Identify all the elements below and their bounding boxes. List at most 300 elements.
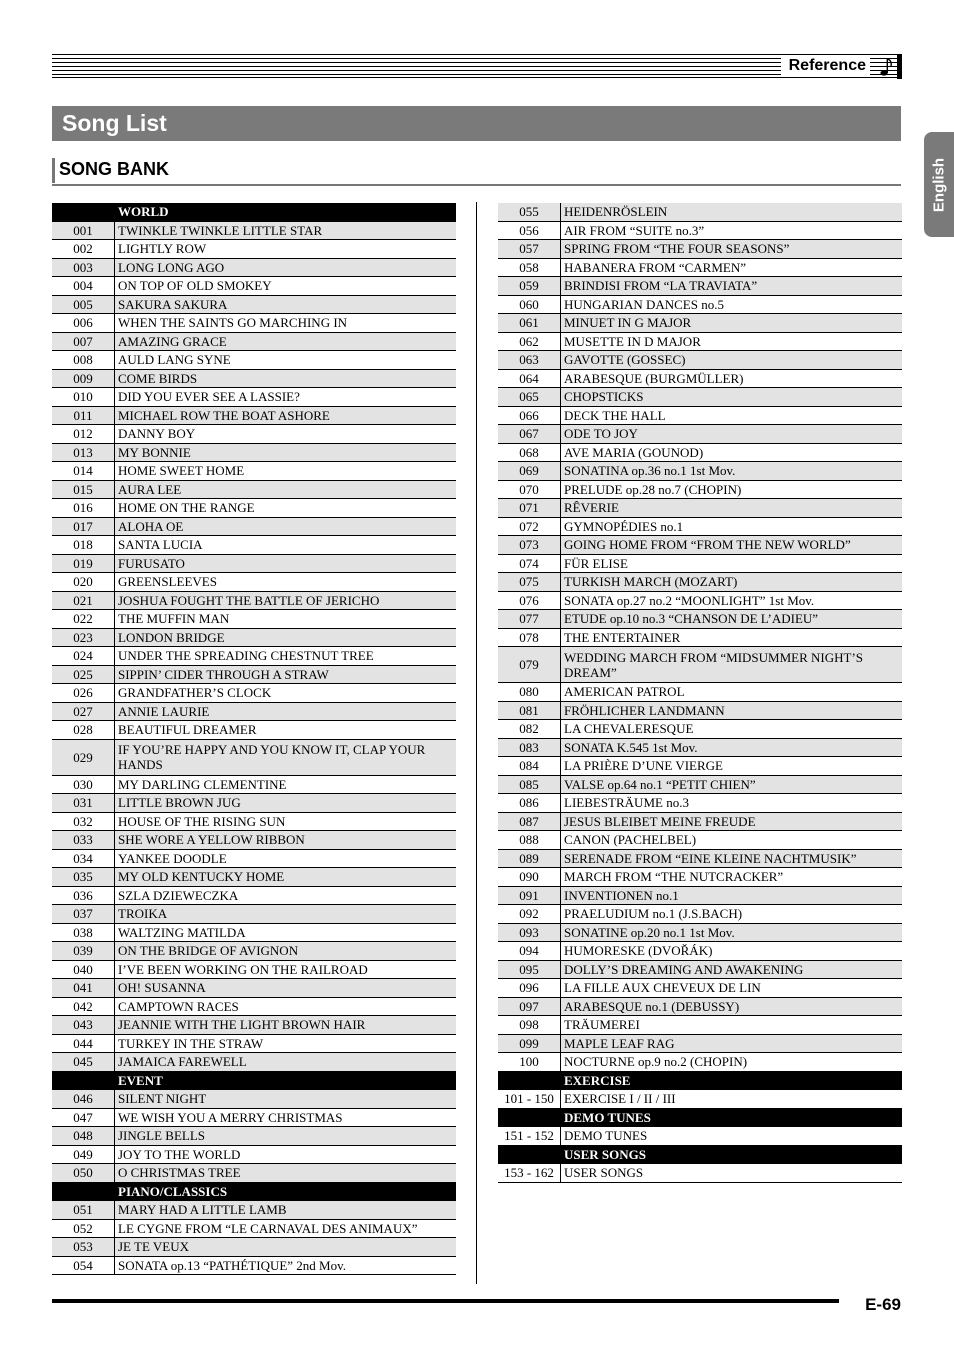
song-number: 029: [52, 739, 115, 775]
song-title: SIPPIN’ CIDER THROUGH A STRAW: [115, 665, 457, 684]
song-number: 034: [52, 849, 115, 868]
song-title: CAMPTOWN RACES: [115, 997, 457, 1016]
category-label: USER SONGS: [561, 1145, 903, 1164]
table-row: [52, 258, 456, 277]
table-row: [498, 573, 902, 592]
song-title: THE MUFFIN MAN: [115, 610, 457, 629]
song-title: YANKEE DOODLE: [115, 849, 457, 868]
song-title: INVENTIONEN no.1: [561, 886, 903, 905]
song-title: MICHAEL ROW THE BOAT ASHORE: [115, 406, 457, 425]
song-number: 045: [52, 1053, 115, 1072]
song-number: 082: [498, 720, 561, 739]
song-number: 068: [498, 443, 561, 462]
song-number: 074: [498, 554, 561, 573]
table-row: [498, 997, 902, 1016]
song-number: 067: [498, 425, 561, 444]
song-title: HABANERA FROM “CARMEN”: [561, 258, 903, 277]
table-row: [52, 388, 456, 407]
song-title: OH! SUSANNA: [115, 979, 457, 998]
song-number: [498, 1108, 561, 1127]
song-number: 033: [52, 831, 115, 850]
song-title: LA PRIÈRE D’UNE VIERGE: [561, 757, 903, 776]
table-row: [52, 923, 456, 942]
table-row: [498, 1016, 902, 1035]
table-row: [498, 277, 902, 296]
table-row: [498, 480, 902, 499]
song-number: 040: [52, 960, 115, 979]
song-number: 007: [52, 332, 115, 351]
page-title-band: [52, 106, 901, 141]
footer-rule: [52, 1299, 839, 1303]
song-number: 064: [498, 369, 561, 388]
song-title: DECK THE HALL: [561, 406, 903, 425]
song-number: 012: [52, 425, 115, 444]
song-title: TURKEY IN THE STRAW: [115, 1034, 457, 1053]
song-number: 096: [498, 979, 561, 998]
song-title: LA CHEVALERESQUE: [561, 720, 903, 739]
song-number: 001: [52, 221, 115, 240]
song-number: 049: [52, 1145, 115, 1164]
category-label: DEMO TUNES: [561, 1108, 903, 1127]
song-title: SONATINE op.20 no.1 1st Mov.: [561, 923, 903, 942]
song-title: MUSETTE IN D MAJOR: [561, 332, 903, 351]
song-title: ALOHA OE: [115, 517, 457, 536]
song-title: NOCTURNE op.9 no.2 (CHOPIN): [561, 1053, 903, 1072]
table-row: [498, 757, 902, 776]
song-number: 027: [52, 702, 115, 721]
song-title: AMERICAN PATROL: [561, 683, 903, 702]
song-number: 097: [498, 997, 561, 1016]
section-title: SONG BANK: [59, 159, 170, 179]
song-number: 053: [52, 1238, 115, 1257]
song-number: 042: [52, 997, 115, 1016]
table-row: [52, 499, 456, 518]
song-number: 069: [498, 462, 561, 481]
section-marker: [52, 158, 55, 183]
song-table-right: [498, 203, 902, 1183]
table-row: [498, 406, 902, 425]
song-number: 078: [498, 628, 561, 647]
song-title: SPRING FROM “THE FOUR SEASONS”: [561, 240, 903, 259]
table-row: [498, 979, 902, 998]
table-row: [498, 647, 902, 683]
song-number: [498, 1145, 561, 1164]
song-number: 044: [52, 1034, 115, 1053]
language-tab: [924, 132, 954, 237]
song-title: GAVOTTE (GOSSEC): [561, 351, 903, 370]
song-title: LITTLE BROWN JUG: [115, 794, 457, 813]
section-heading: [52, 156, 901, 186]
song-title: MINUET IN G MAJOR: [561, 314, 903, 333]
song-number: 057: [498, 240, 561, 259]
song-title: GYMNOPÉDIES no.1: [561, 517, 903, 536]
song-number: 003: [52, 258, 115, 277]
table-row: [52, 1090, 456, 1109]
table-row: [498, 443, 902, 462]
song-title: MARY HAD A LITTLE LAMB: [115, 1201, 457, 1220]
category-row: [498, 1071, 902, 1090]
song-title: HOUSE OF THE RISING SUN: [115, 812, 457, 831]
song-number: 025: [52, 665, 115, 684]
song-title: ON TOP OF OLD SMOKEY: [115, 277, 457, 296]
song-number: 041: [52, 979, 115, 998]
table-row: [52, 905, 456, 924]
song-title: CANON (PACHELBEL): [561, 831, 903, 850]
song-title: MY BONNIE: [115, 443, 457, 462]
song-number: 023: [52, 628, 115, 647]
song-title: CHOPSTICKS: [561, 388, 903, 407]
song-number: 063: [498, 351, 561, 370]
table-row: [498, 738, 902, 757]
song-number: 051: [52, 1201, 115, 1220]
table-row: [52, 942, 456, 961]
song-title: FRÖHLICHER LANDMANN: [561, 701, 903, 720]
table-row: [52, 960, 456, 979]
table-row: [498, 332, 902, 351]
song-title: JOSHUA FOUGHT THE BATTLE OF JERICHO: [115, 591, 457, 610]
song-title: TRÄUMEREI: [561, 1016, 903, 1035]
song-title: JOY TO THE WORLD: [115, 1145, 457, 1164]
song-title: DANNY BOY: [115, 425, 457, 444]
table-row: [52, 443, 456, 462]
song-number: 076: [498, 591, 561, 610]
song-number: 100: [498, 1053, 561, 1072]
song-number: 079: [498, 647, 561, 683]
song-title: MARCH FROM “THE NUTCRACKER”: [561, 868, 903, 887]
song-number: 066: [498, 406, 561, 425]
table-row: [498, 499, 902, 518]
music-note-icon: [880, 57, 894, 77]
song-number: 043: [52, 1016, 115, 1035]
song-number: 036: [52, 886, 115, 905]
song-title: SONATA K.545 1st Mov.: [561, 738, 903, 757]
table-row: [52, 536, 456, 555]
category-row: [52, 203, 456, 221]
song-title: ETUDE op.10 no.3 “CHANSON DE L’ADIEU”: [561, 610, 903, 629]
header-end-bar: [897, 54, 902, 79]
table-row: [498, 812, 902, 831]
song-number: 004: [52, 277, 115, 296]
song-title: ARABESQUE (BURGMÜLLER): [561, 369, 903, 388]
song-number: 071: [498, 499, 561, 518]
song-number: 037: [52, 905, 115, 924]
song-title: USER SONGS: [561, 1164, 903, 1183]
table-row: [498, 591, 902, 610]
song-title: ODE TO JOY: [561, 425, 903, 444]
song-title: UNDER THE SPREADING CHESTNUT TREE: [115, 647, 457, 666]
song-title: WEDDING MARCH FROM “MIDSUMMER NIGHT’S DREAM”: [561, 647, 903, 683]
song-number: 011: [52, 406, 115, 425]
table-row: [52, 849, 456, 868]
category-row: [52, 1071, 456, 1090]
table-row: [52, 1256, 456, 1275]
song-number: 086: [498, 794, 561, 813]
table-row: [498, 923, 902, 942]
song-number: 030: [52, 775, 115, 794]
table-row: [52, 665, 456, 684]
song-number: 081: [498, 701, 561, 720]
song-number: 077: [498, 610, 561, 629]
song-number: 002: [52, 240, 115, 259]
song-number: 046: [52, 1090, 115, 1109]
header-reference-label: Reference: [781, 56, 870, 76]
song-number: 026: [52, 684, 115, 703]
song-number: 089: [498, 849, 561, 868]
table-row: [52, 610, 456, 629]
table-row: [498, 314, 902, 333]
song-number: 013: [52, 443, 115, 462]
song-title: BRINDISI FROM “LA TRAVIATA”: [561, 277, 903, 296]
song-title: AMAZING GRACE: [115, 332, 457, 351]
song-number: 085: [498, 775, 561, 794]
song-title: EXERCISE I / II / III: [561, 1090, 903, 1109]
song-number: 054: [52, 1256, 115, 1275]
table-row: [52, 1016, 456, 1035]
table-row: [498, 1090, 902, 1109]
song-number: 088: [498, 831, 561, 850]
song-title: SONATA op.13 “PATHÉTIQUE” 2nd Mov.: [115, 1256, 457, 1275]
song-number: 017: [52, 517, 115, 536]
category-label: EXERCISE: [561, 1071, 903, 1090]
song-title: LIGHTLY ROW: [115, 240, 457, 259]
table-row: [52, 295, 456, 314]
song-title: LIEBESTRÄUME no.3: [561, 794, 903, 813]
song-number: 005: [52, 295, 115, 314]
song-title: PRELUDE op.28 no.7 (CHOPIN): [561, 480, 903, 499]
song-title: ON THE BRIDGE OF AVIGNON: [115, 942, 457, 961]
song-number: 022: [52, 610, 115, 629]
song-number: 061: [498, 314, 561, 333]
song-number: 092: [498, 905, 561, 924]
table-row: [498, 628, 902, 647]
song-title: HEIDENRÖSLEIN: [561, 203, 903, 221]
song-number: [52, 203, 115, 221]
table-row: [498, 701, 902, 720]
song-title: GREENSLEEVES: [115, 573, 457, 592]
song-title: DID YOU EVER SEE A LASSIE?: [115, 388, 457, 407]
table-row: [498, 1034, 902, 1053]
song-title: SAKURA SAKURA: [115, 295, 457, 314]
table-row: [498, 351, 902, 370]
song-title: AULD LANG SYNE: [115, 351, 457, 370]
song-number: 016: [52, 499, 115, 518]
song-title: TWINKLE TWINKLE LITTLE STAR: [115, 221, 457, 240]
song-title: SHE WORE A YELLOW RIBBON: [115, 831, 457, 850]
table-row: [52, 647, 456, 666]
category-label: EVENT: [115, 1071, 457, 1090]
song-title: SONATINA op.36 no.1 1st Mov.: [561, 462, 903, 481]
song-title: WHEN THE SAINTS GO MARCHING IN: [115, 314, 457, 333]
song-number: 070: [498, 480, 561, 499]
table-row: [52, 1164, 456, 1183]
song-number: 047: [52, 1108, 115, 1127]
song-number: 055: [498, 203, 561, 221]
column-divider: [476, 202, 477, 1284]
song-number: 080: [498, 683, 561, 702]
table-row: [498, 425, 902, 444]
table-row: [498, 1164, 902, 1183]
song-title: LE CYGNE FROM “LE CARNAVAL DES ANIMAUX”: [115, 1219, 457, 1238]
song-title: PRAELUDIUM no.1 (J.S.BACH): [561, 905, 903, 924]
song-number: 024: [52, 647, 115, 666]
song-title: JE TE VEUX: [115, 1238, 457, 1257]
song-number: 059: [498, 277, 561, 296]
song-number: 056: [498, 221, 561, 240]
table-row: [52, 332, 456, 351]
table-row: [498, 960, 902, 979]
song-title: LONG LONG AGO: [115, 258, 457, 277]
table-row: [52, 1127, 456, 1146]
song-title: TURKISH MARCH (MOZART): [561, 573, 903, 592]
page-number: E-69: [865, 1295, 901, 1314]
table-row: [52, 997, 456, 1016]
table-row: [498, 295, 902, 314]
table-row: [498, 831, 902, 850]
table-row: [52, 868, 456, 887]
table-row: [52, 1201, 456, 1220]
category-row: [498, 1108, 902, 1127]
song-title: HUNGARIAN DANCES no.5: [561, 295, 903, 314]
song-number: 035: [52, 868, 115, 887]
song-number: 072: [498, 517, 561, 536]
song-number: 065: [498, 388, 561, 407]
table-row: [52, 1034, 456, 1053]
song-number: 062: [498, 332, 561, 351]
song-title: JESUS BLEIBET MEINE FREUDE: [561, 812, 903, 831]
category-label: PIANO/CLASSICS: [115, 1182, 457, 1201]
song-title: RÊVERIE: [561, 499, 903, 518]
song-title: AURA LEE: [115, 480, 457, 499]
song-number: 058: [498, 258, 561, 277]
song-title: FURUSATO: [115, 554, 457, 573]
song-number: 083: [498, 738, 561, 757]
table-row: [498, 794, 902, 813]
table-row: [52, 480, 456, 499]
table-row: [498, 1053, 902, 1072]
song-title: LONDON BRIDGE: [115, 628, 457, 647]
song-title: O CHRISTMAS TREE: [115, 1164, 457, 1183]
table-row: [498, 775, 902, 794]
table-row: [52, 1145, 456, 1164]
song-number: 091: [498, 886, 561, 905]
song-number: 101 - 150: [498, 1090, 561, 1109]
song-number: 098: [498, 1016, 561, 1035]
song-number: 038: [52, 923, 115, 942]
song-title: SANTA LUCIA: [115, 536, 457, 555]
song-number: 052: [52, 1219, 115, 1238]
table-row: [498, 221, 902, 240]
table-row: [52, 979, 456, 998]
song-number: 006: [52, 314, 115, 333]
song-title: JEANNIE WITH THE LIGHT BROWN HAIR: [115, 1016, 457, 1035]
song-title: MY OLD KENTUCKY HOME: [115, 868, 457, 887]
table-row: [52, 702, 456, 721]
song-title: COME BIRDS: [115, 369, 457, 388]
song-number: 010: [52, 388, 115, 407]
table-row: [498, 720, 902, 739]
song-number: 151 - 152: [498, 1127, 561, 1146]
song-number: 039: [52, 942, 115, 961]
song-title: LA FILLE AUX CHEVEUX DE LIN: [561, 979, 903, 998]
song-title: MAPLE LEAF RAG: [561, 1034, 903, 1053]
table-row: [498, 517, 902, 536]
table-row: [52, 591, 456, 610]
table-row: [52, 628, 456, 647]
table-row: [52, 831, 456, 850]
song-number: [52, 1182, 115, 1201]
table-row: [52, 369, 456, 388]
song-number: 020: [52, 573, 115, 592]
song-title: THE ENTERTAINER: [561, 628, 903, 647]
table-row: [498, 240, 902, 259]
table-row: [498, 203, 902, 221]
song-title: I’VE BEEN WORKING ON THE RAILROAD: [115, 960, 457, 979]
header-rule: [52, 54, 898, 78]
table-row: [498, 369, 902, 388]
table-row: [52, 462, 456, 481]
song-number: 032: [52, 812, 115, 831]
song-title: HOME ON THE RANGE: [115, 499, 457, 518]
song-title: HUMORESKE (DVOŘÁK): [561, 942, 903, 961]
table-row: [498, 554, 902, 573]
song-number: 090: [498, 868, 561, 887]
table-row: [52, 351, 456, 370]
table-row: [52, 721, 456, 740]
table-row: [52, 775, 456, 794]
table-row: [498, 905, 902, 924]
category-row: [52, 1182, 456, 1201]
song-title: ANNIE LAURIE: [115, 702, 457, 721]
page-title: Song List: [62, 110, 167, 136]
category-label: WORLD: [115, 203, 457, 221]
song-number: 028: [52, 721, 115, 740]
table-row: [52, 1108, 456, 1127]
table-row: [52, 240, 456, 259]
song-table-left: [52, 203, 456, 1275]
table-row: [498, 258, 902, 277]
table-row: [52, 886, 456, 905]
song-title: HOME SWEET HOME: [115, 462, 457, 481]
table-row: [52, 573, 456, 592]
song-number: 084: [498, 757, 561, 776]
table-row: [498, 536, 902, 555]
table-row: [52, 1238, 456, 1257]
song-number: 009: [52, 369, 115, 388]
song-number: 018: [52, 536, 115, 555]
song-title: VALSE op.64 no.1 “PETIT CHIEN”: [561, 775, 903, 794]
song-title: MY DARLING CLEMENTINE: [115, 775, 457, 794]
table-row: [498, 683, 902, 702]
song-title: WE WISH YOU A MERRY CHRISTMAS: [115, 1108, 457, 1127]
song-number: 094: [498, 942, 561, 961]
table-row: [498, 388, 902, 407]
song-title: DEMO TUNES: [561, 1127, 903, 1146]
song-title: DOLLY’S DREAMING AND AWAKENING: [561, 960, 903, 979]
table-row: [52, 425, 456, 444]
song-number: 015: [52, 480, 115, 499]
song-title: TROIKA: [115, 905, 457, 924]
table-row: [52, 739, 456, 775]
table-row: [498, 849, 902, 868]
table-row: [498, 886, 902, 905]
song-number: 008: [52, 351, 115, 370]
table-row: [52, 554, 456, 573]
song-title: AIR FROM “SUITE no.3”: [561, 221, 903, 240]
category-row: [498, 1145, 902, 1164]
song-number: 095: [498, 960, 561, 979]
song-title: SZLA DZIEWECZKA: [115, 886, 457, 905]
song-number: [52, 1071, 115, 1090]
